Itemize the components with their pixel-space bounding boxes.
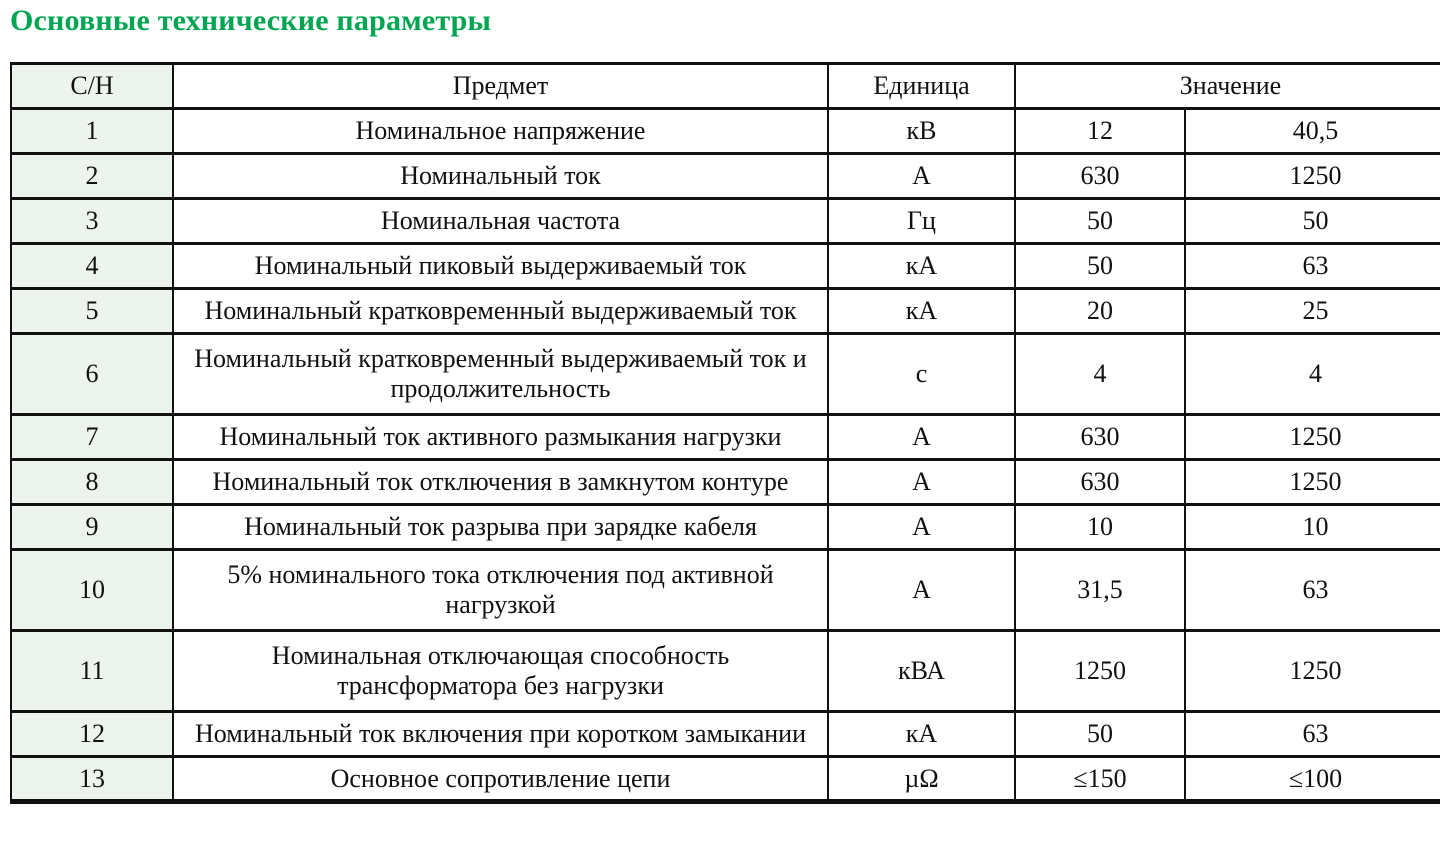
cell-value-1: ≤150 <box>1015 757 1185 802</box>
cell-item: Номинальный ток <box>173 154 828 199</box>
cell-sn: 12 <box>11 712 173 757</box>
table-row <box>11 334 1440 415</box>
cell-item: Номинальный ток отключения в замкнутом контуре <box>173 460 828 505</box>
cell-value-1: 630 <box>1015 415 1185 460</box>
cell-value-1: 10 <box>1015 505 1185 550</box>
header-row <box>11 64 1440 109</box>
cell-unit: с <box>828 334 1015 415</box>
cell-sn: 9 <box>11 505 173 550</box>
cell-unit: кВ <box>828 109 1015 154</box>
cell-value-1: 630 <box>1015 154 1185 199</box>
table-row <box>11 631 1440 712</box>
cell-value-2: 25 <box>1185 289 1440 334</box>
cell-sn: 2 <box>11 154 173 199</box>
cell-unit: кА <box>828 244 1015 289</box>
cell-value-2: 63 <box>1185 712 1440 757</box>
table-row <box>11 154 1440 199</box>
cell-unit: Гц <box>828 199 1015 244</box>
cell-value-2: 1250 <box>1185 415 1440 460</box>
cell-value-2: 63 <box>1185 550 1440 631</box>
table-row <box>11 505 1440 550</box>
table-row <box>11 550 1440 631</box>
cell-value-1: 50 <box>1015 199 1185 244</box>
cell-sn: 3 <box>11 199 173 244</box>
cell-unit: кА <box>828 289 1015 334</box>
cell-item: Номинальный ток активного размыкания нагрузки <box>173 415 828 460</box>
col-header-unit: Единица <box>828 64 1015 109</box>
col-header-item: Предмет <box>173 64 828 109</box>
cell-value-2: 63 <box>1185 244 1440 289</box>
cell-value-2: 50 <box>1185 199 1440 244</box>
cell-value-2: 1250 <box>1185 154 1440 199</box>
cell-value-1: 50 <box>1015 244 1185 289</box>
cell-item: Основное сопротивление цепи <box>173 757 828 802</box>
parameters-table <box>10 62 1440 804</box>
cell-unit: А <box>828 550 1015 631</box>
cell-sn: 4 <box>11 244 173 289</box>
cell-unit: кА <box>828 712 1015 757</box>
cell-value-1: 31,5 <box>1015 550 1185 631</box>
cell-item: Номинальный пиковый выдерживаемый ток <box>173 244 828 289</box>
table-row <box>11 109 1440 154</box>
cell-item: Номинальная частота <box>173 199 828 244</box>
table-row <box>11 712 1440 757</box>
cell-item: Номинальный кратковременный выдерживаемый ток <box>173 289 828 334</box>
cell-item: Номинальный кратковременный выдерживаемый ток и продолжительность <box>173 334 828 415</box>
cell-sn: 8 <box>11 460 173 505</box>
cell-item: Номинальный ток включения при коротком замыкании <box>173 712 828 757</box>
cell-sn: 11 <box>11 631 173 712</box>
cell-unit: кВА <box>828 631 1015 712</box>
table-row <box>11 415 1440 460</box>
table-row <box>11 460 1440 505</box>
cell-unit: µΩ <box>828 757 1015 802</box>
cell-value-1: 50 <box>1015 712 1185 757</box>
cell-sn: 13 <box>11 757 173 802</box>
cell-value-1: 4 <box>1015 334 1185 415</box>
cell-item: Номинальный ток разрыва при зарядке кабеля <box>173 505 828 550</box>
cell-value-1: 1250 <box>1015 631 1185 712</box>
table-header <box>11 64 1440 109</box>
cell-unit: А <box>828 154 1015 199</box>
cell-value-2: ≤100 <box>1185 757 1440 802</box>
cell-sn: 7 <box>11 415 173 460</box>
table-row <box>11 199 1440 244</box>
table-row <box>11 244 1440 289</box>
table-body <box>11 109 1440 802</box>
cell-value-2: 40,5 <box>1185 109 1440 154</box>
cell-sn: 10 <box>11 550 173 631</box>
cell-sn: 5 <box>11 289 173 334</box>
cell-unit: А <box>828 505 1015 550</box>
page-title: Основные технические параметры <box>10 4 492 37</box>
col-header-value: Значение <box>1015 64 1440 109</box>
cell-value-1: 12 <box>1015 109 1185 154</box>
cell-value-1: 630 <box>1015 460 1185 505</box>
cell-value-2: 10 <box>1185 505 1440 550</box>
cell-item: Номинальная отключающая способность трансформатора без нагрузки <box>173 631 828 712</box>
cell-value-2: 1250 <box>1185 460 1440 505</box>
cell-unit: А <box>828 460 1015 505</box>
cell-value-1: 20 <box>1015 289 1185 334</box>
cell-unit: А <box>828 415 1015 460</box>
cell-item: 5% номинального тока отключения под активной нагрузкой <box>173 550 828 631</box>
cell-item: Номинальное напряжение <box>173 109 828 154</box>
cell-sn: 1 <box>11 109 173 154</box>
table-row <box>11 289 1440 334</box>
cell-value-2: 4 <box>1185 334 1440 415</box>
cell-value-2: 1250 <box>1185 631 1440 712</box>
col-header-sn: С/Н <box>11 64 173 109</box>
table-row <box>11 757 1440 802</box>
cell-sn: 6 <box>11 334 173 415</box>
